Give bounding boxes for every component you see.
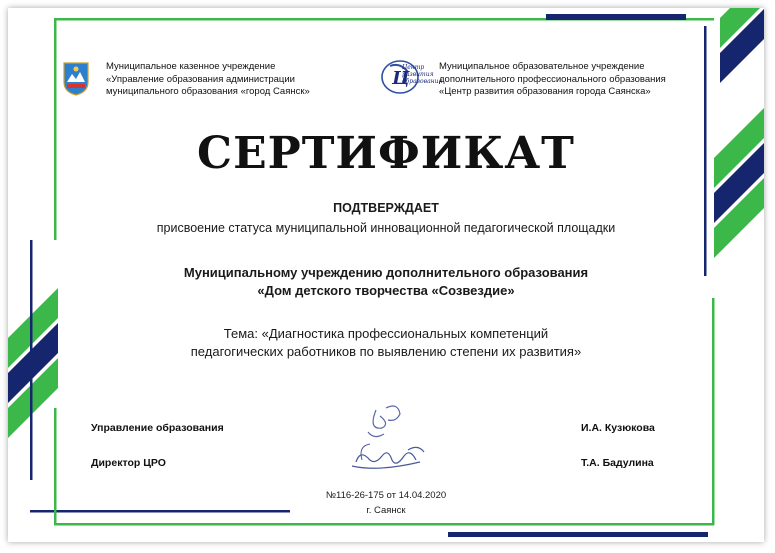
org-right-line3: «Центр развития образования города Саянска»	[439, 86, 651, 97]
theme-block	[8, 325, 764, 361]
org-right-line1: Муниципальное образовательное учреждение	[439, 61, 645, 72]
frame-navy-top-bar	[546, 14, 686, 20]
certificate-number: №116-26-175 от 14.04.2020	[325, 490, 447, 501]
signature-name-2: Т.А. Бадулина	[581, 457, 654, 469]
org-right-line2: дополнительного профессионального образования	[439, 73, 666, 85]
recipient-line2: «Дом детского творчества «Созвездие»	[257, 283, 515, 298]
crdo-logo-text-line2: развития	[402, 71, 434, 78]
org-left-block	[106, 61, 310, 99]
certificate-sheet	[8, 8, 764, 542]
confirms-label: ПОДТВЕРЖДАЕТ	[333, 201, 439, 215]
signature-name-1: И.А. Кузюкова	[581, 422, 655, 434]
org-left-line1: Муниципальное казенное учреждение	[106, 61, 276, 72]
recipient-block	[8, 264, 764, 300]
certificate-city: г. Саянск	[366, 505, 406, 516]
org-left-line3: муниципального образования «город Саянск»	[106, 86, 310, 97]
crdo-logo-text-line3: образования	[402, 78, 443, 85]
org-left-line2: «Управление образования администрации	[106, 73, 295, 85]
signature-role-1: Управление образования	[91, 422, 224, 434]
theme-line1: Тема: «Диагностика профессиональных компетенций	[223, 326, 549, 341]
certificate-title: СЕРТИФИКАТ	[197, 128, 575, 179]
saynsk-coat-of-arms-icon	[63, 62, 89, 96]
handwritten-signature-icon	[338, 400, 438, 480]
frame-green-bottom-bar	[54, 523, 714, 526]
org-right-block	[439, 61, 666, 99]
svg-text:Ц: Ц	[392, 68, 410, 89]
crdo-logo-icon	[378, 58, 443, 96]
frame-navy-bottom-right	[448, 532, 708, 537]
signature-role-2: Директор ЦРО	[91, 457, 166, 469]
status-line: присвоение статуса муниципальной инновационной педагогической площадки	[156, 221, 616, 235]
recipient-line1: Муниципальному учреждению дополнительного образования	[183, 265, 589, 280]
theme-line2: педагогических работников по выявлению степени их развития»	[190, 344, 582, 359]
crdo-logo-text-line1: Центр	[402, 64, 425, 71]
